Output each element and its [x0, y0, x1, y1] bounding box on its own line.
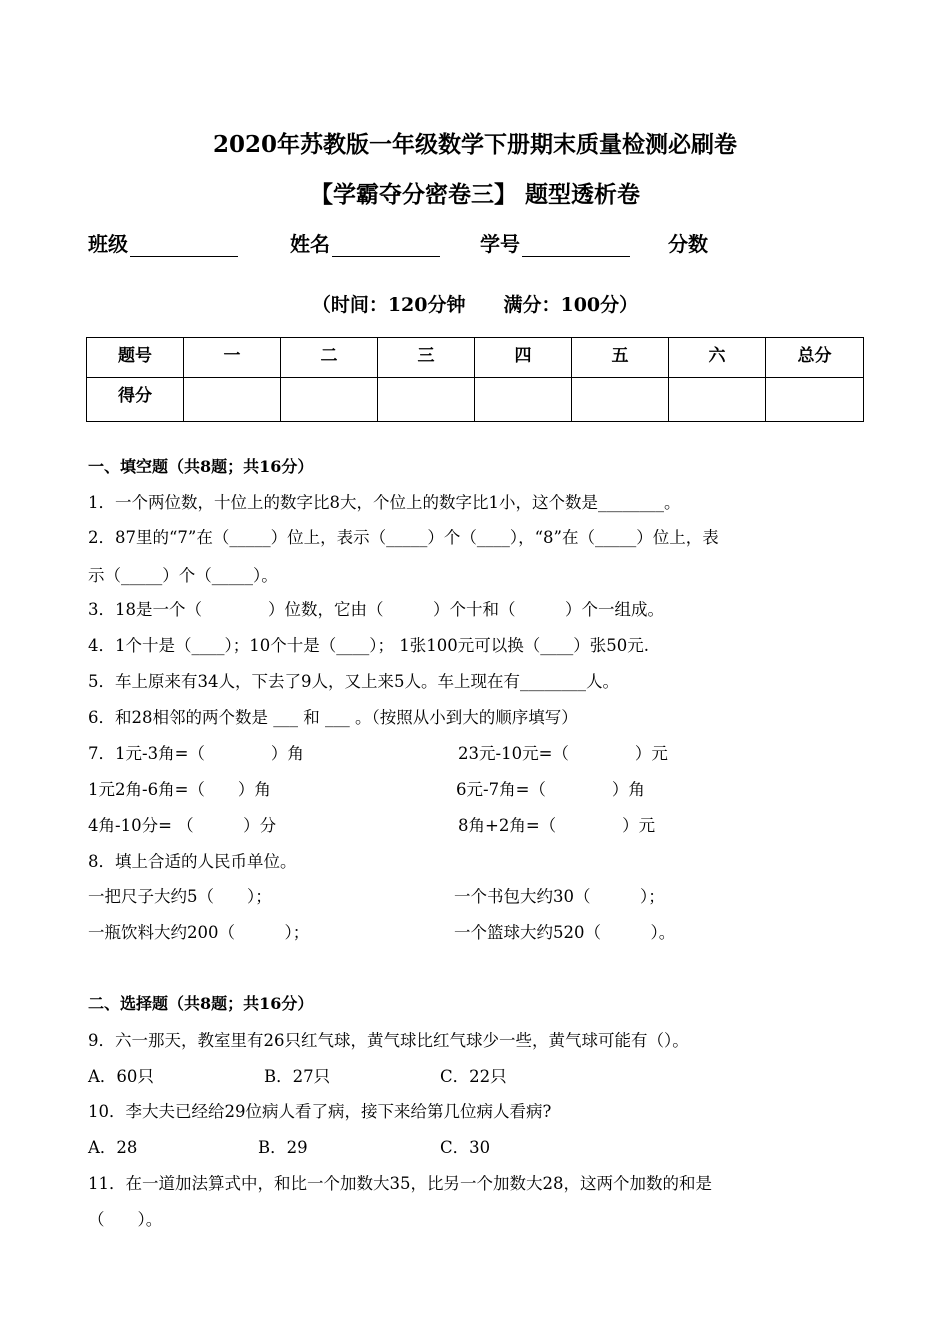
question-6: 6．和28相邻的两个数是 ___ 和 ___ 。（按照从小到大的顺序填写）	[88, 708, 578, 727]
class-label: 班级	[88, 232, 128, 256]
question-1: 1．一个两位数，十位上的数字比8大，个位上的数字比1小，这个数是________。	[88, 493, 681, 512]
class-blank	[130, 236, 238, 257]
question-5: 5．车上原来有34人，下去了9人，又上来5人。车上现在有________人。	[88, 672, 619, 691]
class-field	[88, 228, 238, 257]
question-9-option-a: A．60只	[88, 1067, 154, 1086]
question-7-item-3: 1元2角-6角=（ ）角	[88, 780, 271, 799]
question-11-line-1: 11．在一道加法算式中，和比一个加数大35，比另一个加数大28，这两个加数的和是	[88, 1174, 712, 1193]
question-2-line-2: 示（_____）个（_____）。	[88, 566, 278, 585]
question-7-item-2: 23元-10元=（ ）元	[458, 744, 668, 763]
score-cell[interactable]	[572, 378, 669, 422]
name-field	[290, 228, 440, 257]
score-table-header-row	[87, 338, 864, 378]
table-header-cell: 一	[184, 338, 281, 378]
question-10-option-c: C．30	[440, 1138, 491, 1157]
table-header-cell: 五	[572, 338, 669, 378]
question-7-item-1: 7．1元-3角=（ ）角	[88, 744, 304, 763]
score-field	[668, 228, 708, 257]
score-cell[interactable]	[281, 378, 378, 422]
id-field	[480, 228, 630, 257]
id-label: 学号	[480, 232, 520, 256]
question-7-item-6: 8角+2角=（ ）元	[458, 816, 656, 835]
page-title: 2020年苏教版一年级数学下册期末质量检测必刷卷	[212, 131, 737, 158]
section-2-title: 二、选择题（共8题；共16分）	[88, 994, 314, 1013]
question-10: 10．李大夫已经给29位病人看了病，接下来给第几位病人看病?	[88, 1102, 552, 1121]
score-cell[interactable]	[184, 378, 281, 422]
score-cell[interactable]	[378, 378, 475, 422]
table-header-cell: 总分	[766, 338, 864, 378]
question-8-item-1: 一把尺子大约5（ ）；	[88, 887, 272, 906]
question-7-item-5: 4角-10分= （ ）分	[88, 816, 277, 835]
question-3: 3．18是一个（ ）位数，它由（ ）个十和（ ）个一组成。	[88, 600, 664, 619]
page-subtitle: 【学霸夺分密卷三】 题型透析卷	[309, 181, 640, 208]
name-blank	[332, 236, 440, 257]
question-9-option-b: B．27只	[264, 1067, 331, 1086]
table-header-cell: 四	[475, 338, 572, 378]
name-label: 姓名	[290, 232, 330, 256]
table-header-cell: 三	[378, 338, 475, 378]
score-cell[interactable]	[669, 378, 766, 422]
question-9-option-c: C．22只	[440, 1067, 507, 1086]
section-1-title: 一、填空题（共8题；共16分）	[88, 457, 314, 476]
question-7-item-4: 6元-7角=（ ）角	[456, 780, 645, 799]
question-10-option-b: B．29	[258, 1138, 308, 1157]
score-cell[interactable]	[766, 378, 864, 422]
question-8-item-3: 一瓶饮料大约200（ ）；	[88, 923, 310, 942]
score-label: 分数	[668, 232, 708, 256]
question-10-option-a: A．28	[88, 1138, 138, 1157]
score-cell[interactable]	[475, 378, 572, 422]
table-header-cell: 题号	[87, 338, 184, 378]
table-header-cell: 二	[281, 338, 378, 378]
time-info: （时间：120分钟 满分：100分）	[311, 294, 639, 316]
question-4: 4．1个十是（____）；10个十是（____）； 1张100元可以换（____）张50元.	[88, 636, 649, 655]
question-9: 9．六一那天，教室里有26只红气球，黄气球比红气球少一些，黄气球可能有（）。	[88, 1031, 689, 1050]
question-8: 8．填上合适的人民币单位。	[88, 852, 297, 871]
score-table-row	[87, 378, 864, 422]
question-8-item-2: 一个书包大约30（ ）；	[454, 887, 665, 906]
question-2-line-1: 2．87里的“7”在（_____）位上，表示（_____）个（____），“8”在（_____）位上，表	[88, 528, 719, 547]
question-11-line-2: （ ）。	[88, 1210, 163, 1229]
id-blank	[522, 236, 630, 257]
score-table	[86, 337, 864, 422]
table-header-cell: 六	[669, 338, 766, 378]
question-8-item-4: 一个篮球大约520（ ）。	[454, 923, 676, 942]
table-row-label: 得分	[87, 378, 184, 422]
